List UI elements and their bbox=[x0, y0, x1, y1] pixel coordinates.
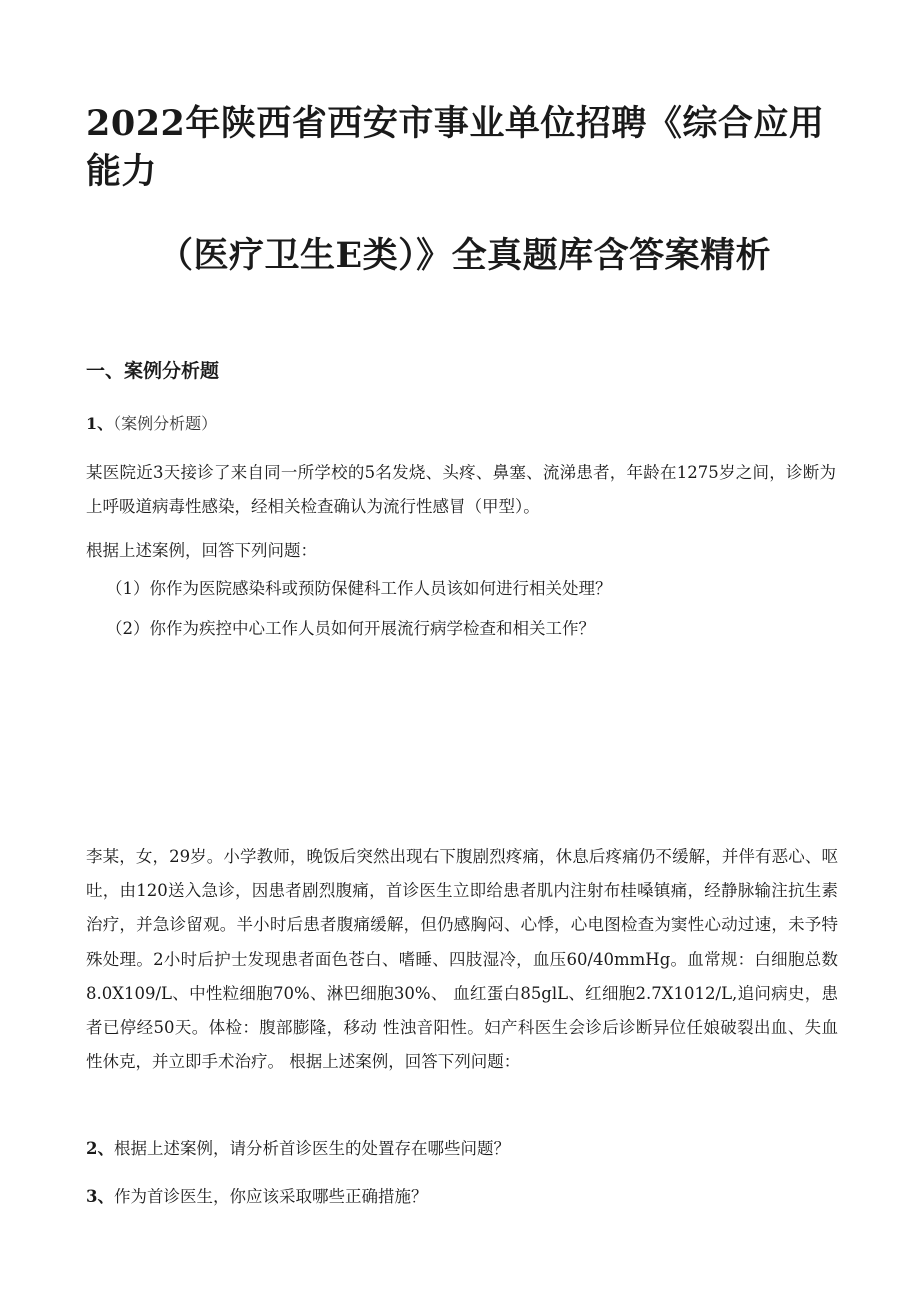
section-heading: 一、案例分析题 bbox=[86, 360, 220, 382]
question-2-text: 根据上述案例，请分析首诊医生的处置存在哪些问题？ bbox=[113, 1139, 510, 1158]
question-2 bbox=[86, 1134, 510, 1164]
question-1-case-text: 某医院近3天接诊了来自同一所学校的5名发烧、头疼、鼻塞、流涕患者，年龄在1275岁之间，诊断为上呼吸道病毒性感染，经相关检查确认为流行性感冒（甲型）。 bbox=[86, 463, 836, 516]
question-1-number: 1、 bbox=[86, 414, 114, 433]
question-1-label bbox=[86, 410, 217, 438]
question-3 bbox=[86, 1182, 427, 1212]
question-2-number: 2、 bbox=[86, 1139, 114, 1158]
question-1-sub-1: （1）你作为医院感染科或预防保健科工作人员该如何进行相关处理？ bbox=[106, 579, 612, 598]
question-3-text: 作为首诊医生，你应该采取哪些正确措施？ bbox=[113, 1187, 428, 1206]
question-1-prompt: 根据上述案例，回答下列问题： bbox=[86, 541, 317, 560]
question-1-sub-2: （2）你作为疾控中心工作人员如何开展流行病学检查和相关工作？ bbox=[106, 619, 595, 638]
question-3-number: 3、 bbox=[86, 1187, 114, 1206]
case-2-text: 李某，女，29岁。小学教师，晚饭后突然出现右下腹剧烈疼痛，休息后疼痛仍不缓解，并伴有恶心、呕吐，由120送入急诊，因患者剧烈腹痛，首诊医生立即给患者肌内注射布桂嗓镇痛，经静脉输注抗生素治疗，并急诊留观。半小时后患者腹痛缓解，但仍感胸闷、心悸，心电图检查为窦性心动过速，未予特殊处理。2小时后护士发现患者面色苍白、嗜睡、四肢湿冷，血压60/40mmHg。血常规：白细胞总数8.0X109/L、中性粒细胞70%、淋巴细胞30%、 血红蛋白85glL、红细胞2.7X1012/L,追问病史，患者已停经50天。体检：腹部膨隆，移动 性浊音阳性。妇产科医生会诊后诊断异位任娘破裂出血、失血性休克，并立即手术治疗。 根据上述案例，回答下列问题： bbox=[86, 847, 838, 1072]
question-1-type: （案例分析题） bbox=[113, 414, 218, 433]
document-title-line2: （医疗卫生E类）》全真题库含答案精析 bbox=[158, 235, 772, 276]
document-title-line1: 2022年陕西省西安市事业单位招聘《综合应用能力 bbox=[86, 103, 825, 192]
